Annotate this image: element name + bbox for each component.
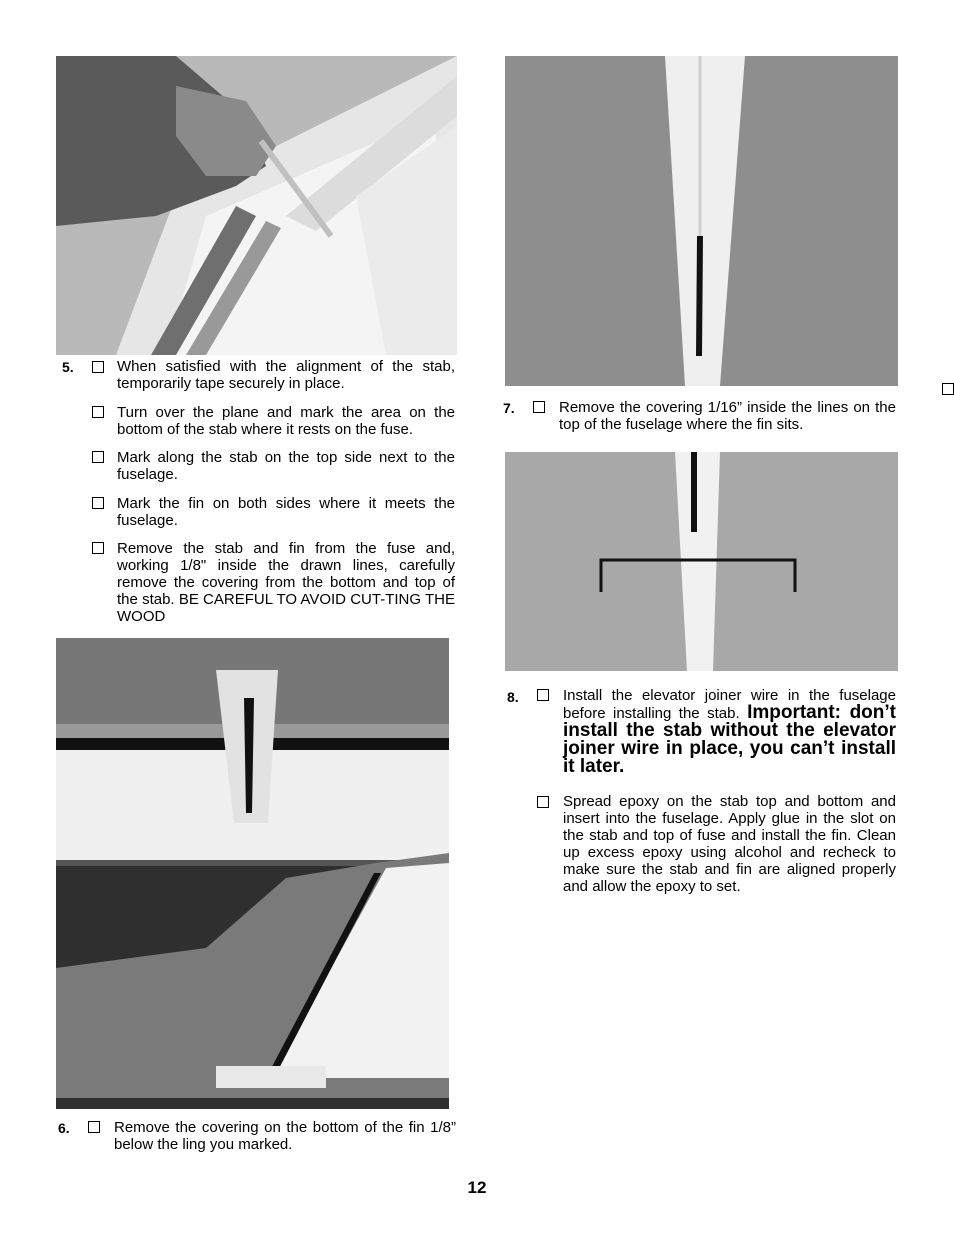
step-5-checkbox-2[interactable] — [92, 406, 104, 418]
step-5-item-3: Mark along the stab on the top side next to the fuselage. — [117, 449, 455, 483]
step-5-item-5: Remove the stab and fin from the fuse and, working 1/8" inside the drawn lines, carefully remove the covering from the bottom and top of the stab. BE CAREFUL TO AVOID CUT-TING THE WOOD — [117, 540, 455, 625]
step-6-number: 6. — [58, 1120, 70, 1136]
photo-fin-slot-top — [505, 56, 898, 386]
photo-marking-stab — [56, 56, 457, 355]
step-5-number: 5. — [62, 359, 74, 375]
step-8-instruction: Install the elevator joiner wire in the fuselage before installing the stab. — [563, 687, 896, 722]
step-6-text: Remove the covering on the bottom of the fin 1/8” below the ling you marked. — [114, 1119, 456, 1153]
step-8-number: 8. — [507, 689, 519, 705]
margin-checkbox[interactable] — [942, 383, 954, 395]
step-6-checkbox[interactable] — [88, 1121, 100, 1133]
step-7-number: 7. — [503, 400, 515, 416]
step-8-important: Important: don’t install the stab without the elevator joiner wire in place, you can’t install it later. — [563, 702, 896, 777]
page-number: 12 — [467, 1178, 487, 1197]
step-5-item-1: When satisfied with the alignment of the stab, temporarily tape securely in place. — [117, 358, 455, 392]
step-5-checkbox-5[interactable] — [92, 542, 104, 554]
step-5-checkbox-3[interactable] — [92, 451, 104, 463]
step-7-text: Remove the covering 1/16” inside the lines on the top of the fuselage where the fin sits. — [559, 399, 896, 433]
photo-stab-covering-removed — [56, 638, 449, 1109]
step-8-text — [563, 687, 896, 776]
step-8-text-2: Spread epoxy on the stab top and bottom and insert into the fuselage. Apply glue in the slot on the stab and top of fuse and install the fin. Clean up excess epoxy using alcohol and recheck to make sure the stab and fin are aligned properly and allow the epoxy to set. — [563, 793, 896, 895]
step-8-checkbox-1[interactable] — [537, 689, 549, 701]
step-7-checkbox[interactable] — [533, 401, 545, 413]
step-5-checkbox-1[interactable] — [92, 361, 104, 373]
step-5-item-2: Turn over the plane and mark the area on the bottom of the stab where it rests on the fuse. — [117, 404, 455, 438]
photo-joiner-wire — [505, 452, 898, 671]
step-5-item-4: Mark the fin on both sides where it meets the fuselage. — [117, 495, 455, 529]
step-8-checkbox-2[interactable] — [537, 796, 549, 808]
step-5-checkbox-4[interactable] — [92, 497, 104, 509]
